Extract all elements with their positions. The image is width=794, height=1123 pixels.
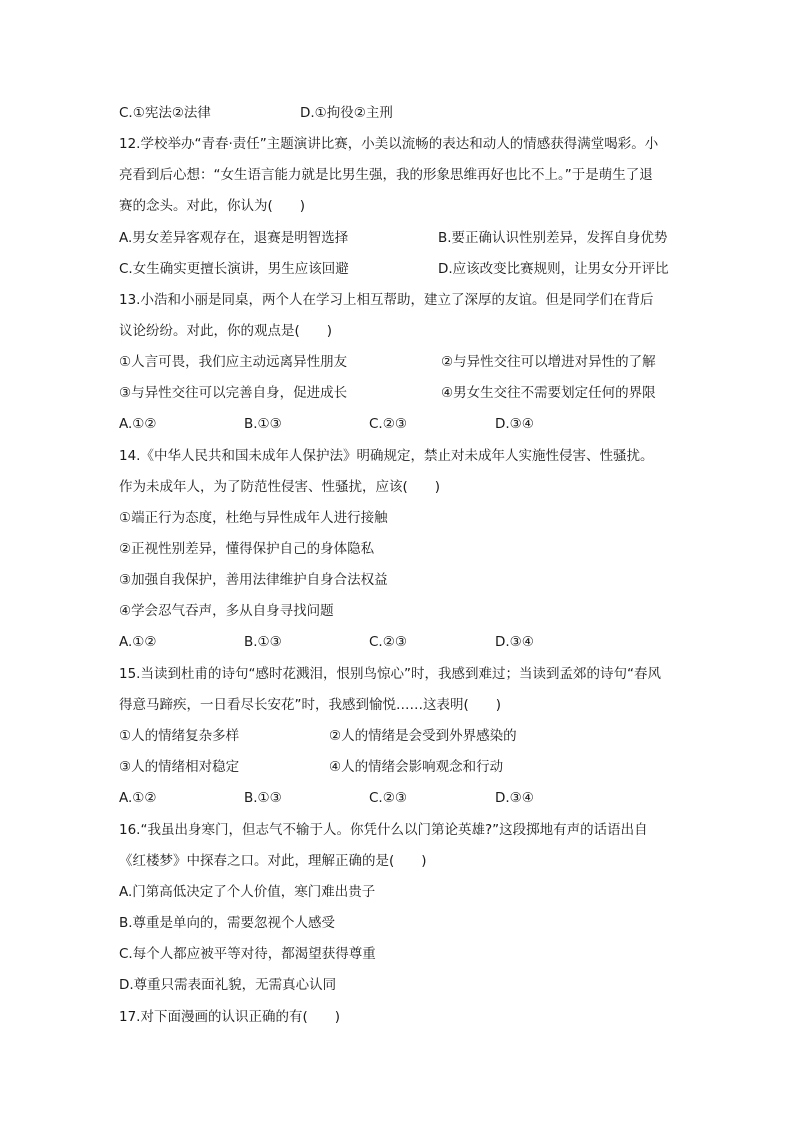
q13-stem-line2: 议论纷纷。对此，你的观点是( ) (119, 323, 333, 339)
q14-item-3: ③加强自我保护，善用法律维护自身合法权益 (119, 572, 388, 588)
q12-option-b: B.要正确认识性别差异，发挥自身优势 (438, 230, 668, 246)
q14-item-2: ②正视性别差异，懂得保护自己的身体隐私 (119, 541, 375, 557)
q13-option-c: C.②③ (369, 416, 407, 432)
q14-option-a: A.①② (119, 634, 157, 650)
q14-stem-line1: 14.《中华人民共和国未成年人保护法》明确规定，禁止对未成年人实施性侵害、性骚扰。 (119, 448, 654, 464)
q16-stem-line1: 16.“我虽出身寒门，但志气不输于人。你凭什么以门第论英雄?”这段掷地有声的话语出自 (119, 822, 648, 838)
q16-option-c: C.每个人都应被平等对待，都渴望获得尊重 (119, 946, 376, 962)
q17-stem-line1: 17.对下面漫画的认识正确的有( ) (119, 1009, 341, 1025)
q12-option-c: C.女生确实更擅长演讲，男生应该回避 (119, 261, 349, 277)
q15-option-c: C.②③ (369, 790, 407, 806)
q15-option-d: D.③④ (495, 790, 534, 806)
q16-stem-line2: 《红楼梦》中探春之口。对此，理解正确的是( ) (119, 853, 427, 869)
q14-option-d: D.③④ (495, 634, 534, 650)
q12-stem-line3: 赛的念头。对此，你认为( ) (119, 198, 306, 214)
q12-stem-line1: 12.学校举办“青春·责任”主题演讲比赛，小美以流畅的表达和动人的情感获得满堂喝彩。小 (119, 136, 659, 152)
q13-option-b: B.①③ (244, 416, 282, 432)
q11-option-c: C.①宪法②法律 (119, 105, 211, 121)
q13-option-d: D.③④ (495, 416, 534, 432)
q14-option-c: C.②③ (369, 634, 407, 650)
q16-option-a: A.门第高低决定了个人价值，寒门难出贵子 (119, 884, 376, 900)
q13-item-1: ①人言可畏，我们应主动远离异性朋友 (119, 354, 348, 370)
q15-item-2: ②人的情绪是会受到外界感染的 (329, 728, 517, 744)
q14-option-b: B.①③ (244, 634, 282, 650)
q14-item-4: ④学会忍气吞声，多从自身寻找问题 (119, 603, 334, 619)
q12-option-a: A.男女差异客观存在，退赛是明智选择 (119, 230, 349, 246)
q11-option-d: D.①拘役②主刑 (300, 105, 393, 121)
q14-stem-line2: 作为未成年人，为了防范性侵害、性骚扰，应该( ) (119, 479, 441, 495)
q12-stem-line2: 亮看到后心想：“女生语言能力就是比男生强，我的形象思维再好也比不上。”于是萌生了退 (119, 167, 653, 183)
q13-item-3: ③与异性交往可以完善自身，促进成长 (119, 385, 348, 401)
q15-stem-line1: 15.当读到杜甫的诗句“感时花溅泪，恨别鸟惊心”时，我感到难过；当读到孟郊的诗句“春风 (119, 666, 661, 682)
q15-option-a: A.①② (119, 790, 157, 806)
q13-item-2: ②与异性交往可以增进对异性的了解 (441, 354, 656, 370)
q13-item-4: ④男女生交往不需要划定任何的界限 (441, 385, 656, 401)
q13-stem-line1: 13.小浩和小丽是同桌，两个人在学习上相互帮助，建立了深厚的友谊。但是同学们在背后 (119, 292, 654, 308)
q16-option-d: D.尊重只需表面礼貌，无需真心认同 (119, 977, 337, 993)
q15-item-1: ①人的情绪复杂多样 (119, 728, 240, 744)
q15-stem-line2: 得意马蹄疾，一日看尽长安花”时，我感到愉悦……这表明( ) (119, 697, 502, 713)
q14-item-1: ①端正行为态度，杜绝与异性成年人进行接触 (119, 510, 388, 526)
q15-item-3: ③人的情绪相对稳定 (119, 759, 240, 775)
q13-option-a: A.①② (119, 416, 157, 432)
q16-option-b: B.尊重是单向的，需要忽视个人感受 (119, 915, 336, 931)
q15-item-4: ④人的情绪会影响观念和行动 (329, 759, 504, 775)
q15-option-b: B.①③ (244, 790, 282, 806)
q12-option-d: D.应该改变比赛规则，让男女分开评比 (438, 261, 669, 277)
